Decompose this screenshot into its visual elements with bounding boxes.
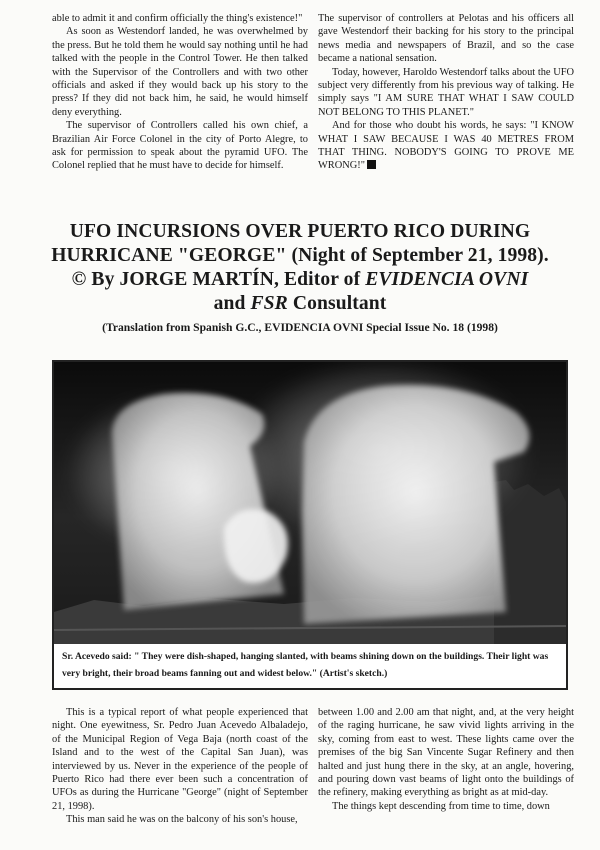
bottom-left-paragraph-2: This man said he was on the balcony of his son's house,	[66, 814, 298, 826]
bottom-right-paragraph-2: The things kept descending from time to time, down	[332, 800, 550, 812]
bottom-right-paragraph-1: between 1.00 and 2.00 am that night, and, at the very height of the raging hurricane, he saw vivid lights arriving in the sky, coming from east to west. These lights came over the premises of the big San Vincente Sugar Refinery and then halted and just hung there in the sky, at an angle, hovering, and pouring down vast beams of light onto the buildings of the refinery, making everything as bright as at mid-day.	[318, 707, 574, 799]
top-left-paragraph-3: The supervisor of Controllers called his own chief, a Brazilian Air Force Colonel in the city of Porto Alegre, to ask for permission to speak about the pyramid UFO. The Colonel replied that he must have to decide for himself.	[52, 120, 308, 172]
ufo-sketch-image	[54, 362, 566, 644]
bottom-right-column	[318, 706, 574, 813]
top-right-paragraph-2: Today, however, Haroldo Westendorf talks about the UFO subject very differently from his previous way of talking. He simply says "I AM SURE THAT WHAT I SAW COULD NOT BELONG TO THIS PLANET."	[318, 66, 574, 118]
byline	[30, 268, 570, 292]
top-left-paragraph-1: able to admit it and confirm officially the thing's existence!"	[52, 13, 303, 24]
bottom-left-column	[52, 706, 308, 827]
end-of-article-mark	[367, 160, 376, 169]
light-beam-right	[302, 385, 529, 624]
byline-publication: EVIDENCIA OVNI	[365, 269, 529, 290]
top-right-paragraph-1: The supervisor of controllers at Pelotas and his officers all gave Westendorf their backing for his story to the principal news media and newspapers of Brazil, and so the case became a national sensation.	[318, 13, 574, 65]
translation-note: (Translation from Spanish G.C., EVIDENCIA OVNI Special Issue No. 18 (1998)	[102, 321, 498, 334]
top-right-paragraph-3-text: And for those who doubt his words, he says: "I KNOW WHAT I SAW BECAUSE I WAS 40 METRES FROM THAT THING. NOBODY'S GOING TO PROVE ME WRONG!"	[318, 120, 574, 172]
figure	[52, 360, 568, 690]
top-right-column	[318, 12, 574, 173]
top-right-paragraph-3	[318, 119, 574, 173]
figure-caption: Sr. Acevedo said: " They were dish-shaped, hanging slanted, with beams shining down on the buildings. Their light was very bright, their broad beams fanning out and widest below." (Artist's sketch.)	[62, 651, 549, 679]
title-line-2: HURRICANE "GEORGE" (Night of September 21, 1998).	[51, 245, 549, 266]
title-line-1: UFO INCURSIONS OVER PUERTO RICO DURING	[69, 221, 531, 242]
top-left-column	[52, 12, 308, 173]
byline-role-suffix: Consultant	[287, 293, 387, 314]
bottom-left-paragraph-1: This is a typical report of what people experienced that night. One eyewitness, Sr. Pedro Juan Acevedo Albaladejo, of the Municipal Region of Vega Baja (north coast of the Island and to the west of the Capital San Juan), was interviewed by us. Never in the experience of the people of Puerto Rico had there ever been such a concentration of UFOs as during the Hurricane "George" (night of September 21, 1998).	[52, 707, 308, 812]
byline-role-prefix: and	[213, 293, 251, 314]
top-left-paragraph-2: As soon as Westendorf landed, he was overwhelmed by the press. But he told them he would say nothing until he had talked with the people in the Control Tower. He then talked with the Supervisor of the Controllers and with two other officials and asked if they would back up his story to the press? If they did not back him, he said, he would himself deny everything.	[52, 26, 308, 118]
byline-role-journal: FSR	[250, 293, 288, 314]
byline-role	[30, 292, 570, 316]
article-title-block	[30, 220, 570, 335]
byline-author: © By JORGE MARTÍN, Editor of	[71, 269, 366, 290]
